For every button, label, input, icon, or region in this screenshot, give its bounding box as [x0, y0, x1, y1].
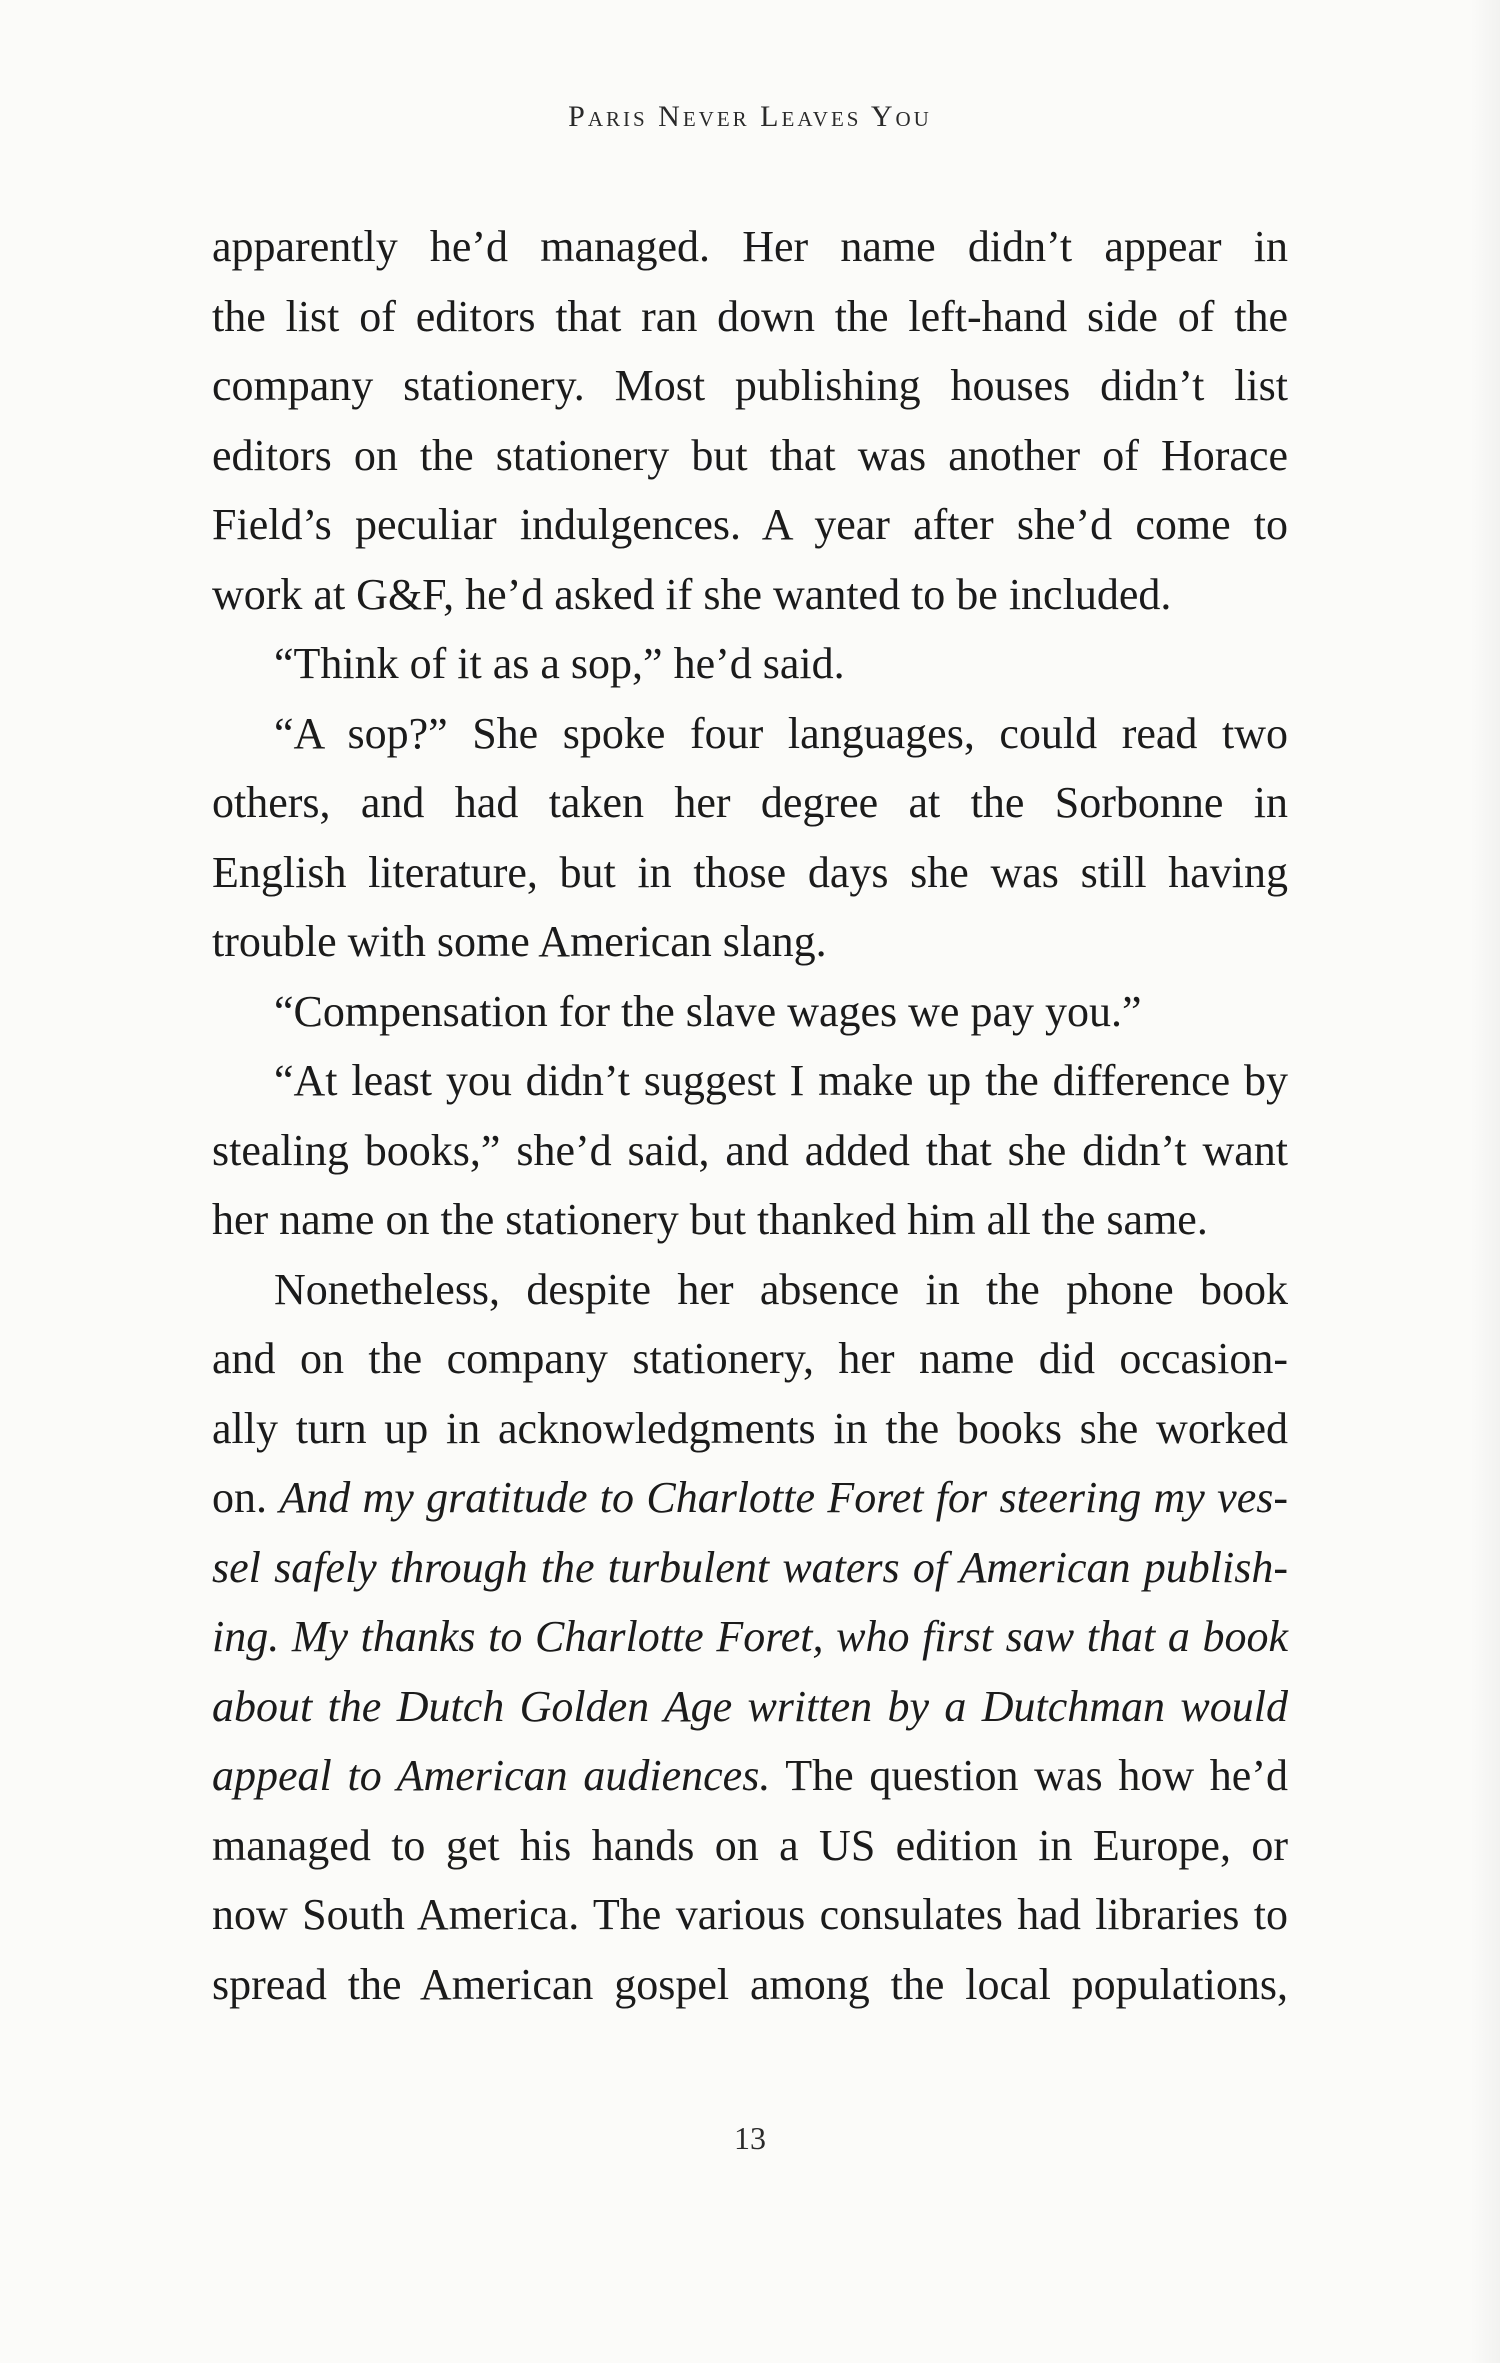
- italic-acknowledgment: about the Dutch Golden Age written by a Dutchman would: [212, 1681, 1288, 1731]
- text-line: and on the company stationery, her name did occasion-: [212, 1334, 1288, 1383]
- text-line: “Think of it as a sop,” he’d said.: [274, 639, 845, 688]
- text-line: [212, 1741, 1288, 1811]
- text-line: company stationery. Most publishing houses didn’t list: [212, 361, 1288, 410]
- text-line: ally turn up in acknowledgments in the books she worked: [212, 1403, 1288, 1453]
- text-line: editors on the stationery but that was another of Horace: [212, 430, 1288, 480]
- body-text: [212, 212, 1288, 2019]
- text-line: Field’s peculiar indulgences. A year after she’d come to: [212, 500, 1288, 549]
- text-line: managed to get his hands on a US edition in Europe, or: [212, 1820, 1288, 1870]
- roman-run: on.: [212, 1473, 280, 1522]
- text-line: “At least you didn’t suggest I make up the difference by: [274, 1056, 1288, 1105]
- text-line: others, and had taken her degree at the Sorbonne in: [212, 778, 1288, 827]
- roman-run: The question was how he’d: [770, 1751, 1288, 1800]
- text-line: Nonetheless, despite her absence in the phone book: [274, 1264, 1288, 1314]
- text-line: the list of editors that ran down the left-hand side of the: [212, 291, 1288, 341]
- text-line: trouble with some American slang.: [212, 917, 827, 966]
- text-line: stealing books,” she’d said, and added that she didn’t want: [212, 1125, 1288, 1175]
- running-header: Paris Never Leaves You: [568, 100, 932, 133]
- page-number: 13: [734, 2120, 766, 2156]
- text-line: [212, 1463, 1288, 1533]
- italic-acknowledgment: ing. My thanks to Charlotte Foret, who first saw that a book: [212, 1612, 1288, 1661]
- text-line: work at G&F, he’d asked if she wanted to be included.: [212, 569, 1172, 619]
- page-edge-shadow: [1470, 0, 1500, 2363]
- text-line: her name on the stationery but thanked him all the same.: [212, 1195, 1208, 1244]
- text-line: now South America. The various consulates had libraries to: [212, 1890, 1288, 1939]
- italic-acknowledgment: sel safely through the turbulent waters of American publish-: [212, 1542, 1288, 1592]
- text-line: English literature, but in those days she was still having: [212, 847, 1288, 897]
- text-line: spread the American gospel among the local populations,: [212, 1959, 1288, 2009]
- italic-acknowledgment: appeal to American audiences.: [212, 1751, 771, 1800]
- text-line: “Compensation for the slave wages we pay you.”: [274, 986, 1142, 1036]
- text-line: “A sop?” She spoke four languages, could read two: [274, 708, 1288, 758]
- text-line: apparently he’d managed. Her name didn’t appear in: [212, 222, 1288, 271]
- italic-acknowledgment: And my gratitude to Charlotte Foret for steering my ves-: [279, 1473, 1288, 1522]
